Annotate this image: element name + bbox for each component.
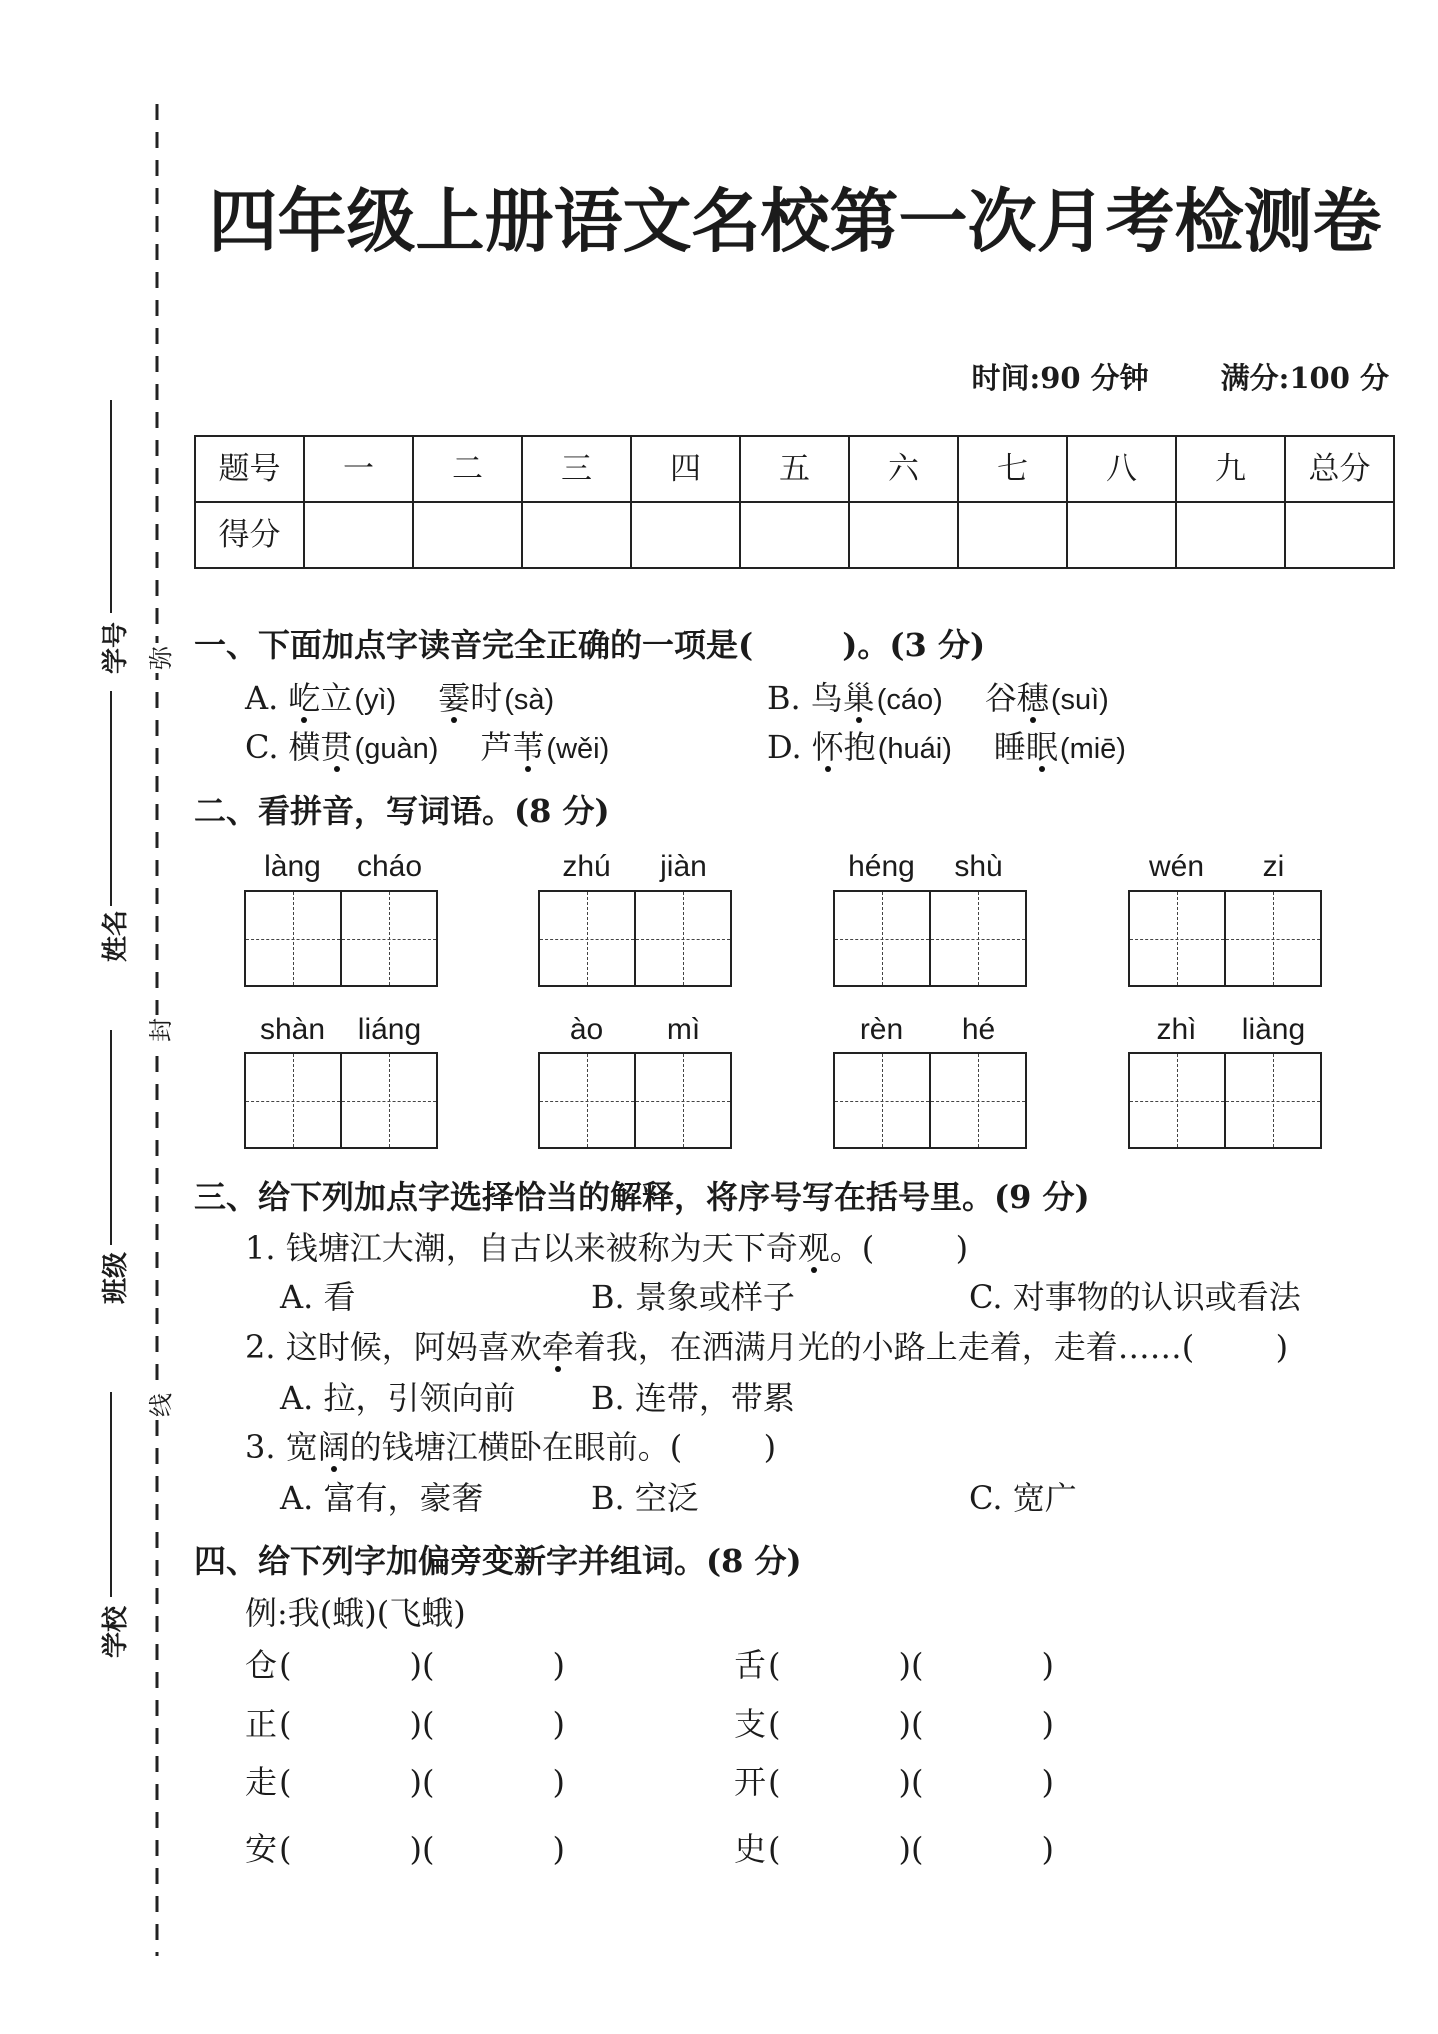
- close-paren: ): [552, 1830, 565, 1868]
- score-label: 得分: [195, 502, 304, 568]
- pinyin-syllable: zi: [1262, 850, 1285, 883]
- column-header: 九: [1176, 436, 1285, 502]
- writing-cell: [340, 892, 436, 985]
- writing-grid: [244, 1052, 438, 1149]
- fill-item: [734, 1762, 1054, 1802]
- writing-grid: [538, 1052, 732, 1149]
- pinyin-syllable: hé: [961, 1013, 996, 1046]
- paren-pair: )(: [898, 1830, 924, 1868]
- option-c: [245, 727, 609, 769]
- pinyin-syllable: zhì: [1156, 1013, 1197, 1046]
- pinyin-syllable: héng: [848, 850, 915, 883]
- pinyin-pair: [1128, 1010, 1322, 1050]
- word-char: 立: [320, 679, 353, 717]
- writing-cell: [540, 892, 634, 985]
- score-cell: [631, 502, 740, 568]
- question-3: [245, 1427, 776, 1467]
- option-a: [245, 678, 554, 720]
- paren-pair: )(: [409, 1830, 435, 1868]
- choice: A. 看: [280, 1278, 356, 1316]
- pinyin-syllable: wén: [1148, 850, 1205, 883]
- pinyin-pair: [244, 1010, 438, 1050]
- pinyin-syllable: liàng: [1241, 1013, 1306, 1046]
- seal-mark-feng: 封: [141, 1015, 173, 1045]
- score-cell: [849, 502, 958, 568]
- choice: A. 富有，豪奢: [280, 1479, 484, 1517]
- paren-pair: )(: [898, 1705, 924, 1743]
- option-label: A.: [245, 679, 279, 717]
- pinyin-syllable: rèn: [859, 1013, 904, 1046]
- writing-grid: [833, 1052, 1027, 1149]
- score-table: [194, 435, 1395, 569]
- option-word: [289, 727, 439, 769]
- open-paren: (: [768, 1705, 781, 1743]
- question-text-end: 着我，在洒满月光的小路上走着，走着……( ): [573, 1328, 1289, 1366]
- class-label: 班级: [101, 1252, 131, 1305]
- writing-cell: [835, 1054, 929, 1147]
- column-header: 六: [849, 436, 958, 502]
- word-char: 鸟: [810, 679, 843, 717]
- writing-grid: [1128, 890, 1322, 987]
- open-paren: (: [279, 1830, 292, 1868]
- score-cell: [522, 502, 631, 568]
- option-word: [985, 678, 1109, 720]
- open-paren: (: [279, 1646, 292, 1684]
- close-paren: ): [1041, 1646, 1054, 1684]
- column-header: 二: [413, 436, 522, 502]
- question-2: [245, 1327, 1288, 1367]
- full-score: 满分:100 分: [1220, 361, 1389, 395]
- section3-heading: 三、给下列加点字选择恰当的解释，将序号写在括号里。(9 分): [194, 1178, 1090, 1216]
- open-paren: (: [768, 1763, 781, 1801]
- close-paren: ): [552, 1705, 565, 1743]
- column-header: 四: [631, 436, 740, 502]
- pinyin-syllable: liáng: [357, 1013, 422, 1046]
- word-char: 芦: [480, 728, 513, 766]
- writing-cell: [1224, 892, 1320, 985]
- base-char: 舌: [734, 1646, 767, 1684]
- writing-grid: [1128, 1052, 1322, 1149]
- column-header: 八: [1067, 436, 1176, 502]
- close-paren: ): [1041, 1763, 1054, 1801]
- word-char: 谷: [984, 679, 1017, 717]
- pinyin-syllable: zhú: [562, 850, 611, 883]
- fill-item: [734, 1829, 1054, 1869]
- section1-heading: 一、下面加点字读音完全正确的一项是( )。(3 分): [194, 626, 986, 664]
- base-char: 安: [245, 1830, 278, 1868]
- close-paren: ): [1041, 1830, 1054, 1868]
- writing-cell: [835, 892, 929, 985]
- dotted-char: 贯: [320, 728, 353, 766]
- exam-title: 四年级上册语文名校第一次月考检测卷: [208, 181, 1382, 262]
- column-header: 一: [304, 436, 413, 502]
- paren-pair: )(: [409, 1646, 435, 1684]
- pinyin-pair: [1128, 847, 1322, 887]
- option-word: [994, 727, 1126, 769]
- pinyin: (suì): [1050, 684, 1109, 716]
- score-cell: [1176, 502, 1285, 568]
- choice: A. 拉，引领向前: [280, 1379, 516, 1417]
- pinyin-syllable: mì: [666, 1013, 701, 1046]
- close-paren: ): [552, 1763, 565, 1801]
- question-text: 1. 钱塘江大潮，自古以来被称为天下奇: [245, 1229, 798, 1267]
- word-char: 横: [288, 728, 321, 766]
- choice: B. 连带，带累: [591, 1379, 795, 1417]
- score-cell: [958, 502, 1067, 568]
- paren-pair: )(: [898, 1763, 924, 1801]
- column-header: 七: [958, 436, 1067, 502]
- base-char: 史: [734, 1830, 767, 1868]
- exam-info: [971, 358, 1389, 398]
- paren-pair: )(: [409, 1705, 435, 1743]
- option-word: [812, 727, 952, 769]
- pinyin-pair: [538, 847, 732, 887]
- writing-cell: [540, 1054, 634, 1147]
- dotted-char: 怀: [811, 728, 844, 766]
- writing-grid: [538, 890, 732, 987]
- section4-heading: 四、给下列字加偏旁变新字并组词。(8 分): [194, 1542, 802, 1580]
- question-number-label: 题号: [195, 436, 304, 502]
- dotted-char: 霎: [438, 679, 471, 717]
- score-table-header-row: [195, 436, 1394, 502]
- score-cell: [1067, 502, 1176, 568]
- choice: C. 宽广: [969, 1479, 1077, 1517]
- question-text-end: 。( ): [829, 1229, 969, 1267]
- option-d: [767, 727, 1126, 769]
- seal-mark-xian: 线: [141, 1390, 173, 1420]
- base-char: 仓: [245, 1646, 278, 1684]
- pinyin-pair: [833, 1010, 1027, 1050]
- pinyin: (sà): [504, 684, 555, 716]
- score-cell: [304, 502, 413, 568]
- pinyin: (cáo): [876, 684, 943, 716]
- fill-item: [734, 1645, 1054, 1685]
- pinyin: (yì): [354, 684, 397, 716]
- choice: C. 对事物的认识或看法: [969, 1278, 1301, 1316]
- word-char: 抱: [843, 728, 876, 766]
- base-char: 正: [245, 1705, 278, 1743]
- writing-cell: [634, 892, 730, 985]
- score-cell: [740, 502, 849, 568]
- seal-mark-mi: 弥: [141, 643, 173, 673]
- question-text: 3. 宽: [245, 1428, 318, 1466]
- time-limit: 时间:90 分钟: [971, 361, 1149, 395]
- word-char: 时: [470, 679, 503, 717]
- question-text: 2. 这时候，阿妈喜欢: [245, 1328, 542, 1366]
- base-char: 支: [734, 1705, 767, 1743]
- fill-item: [245, 1762, 565, 1802]
- option-word: [811, 678, 943, 720]
- writing-cell: [634, 1054, 730, 1147]
- pinyin: (miē): [1059, 733, 1126, 765]
- dotted-char: 牵: [541, 1328, 574, 1366]
- choice: B. 空泛: [591, 1479, 699, 1517]
- option-label: D.: [767, 728, 802, 766]
- pinyin: (wěi): [546, 733, 610, 765]
- close-paren: ): [1041, 1705, 1054, 1743]
- pinyin-syllable: shù: [954, 850, 1003, 883]
- option-word: [480, 727, 609, 769]
- pinyin-syllable: shàn: [259, 1013, 326, 1046]
- open-paren: (: [768, 1830, 781, 1868]
- option-word: [438, 678, 554, 720]
- open-paren: (: [768, 1646, 781, 1684]
- column-header: 三: [522, 436, 631, 502]
- fill-item: [245, 1645, 565, 1685]
- dotted-char: 眠: [1025, 728, 1058, 766]
- paren-pair: )(: [409, 1763, 435, 1801]
- section2-heading: 二、看拼音，写词语。(8 分): [194, 792, 610, 830]
- open-paren: (: [279, 1705, 292, 1743]
- column-header: 五: [740, 436, 849, 502]
- writing-cell: [246, 892, 340, 985]
- writing-cell: [246, 1054, 340, 1147]
- dotted-char: 观: [797, 1229, 830, 1267]
- pinyin: (guàn): [354, 733, 439, 765]
- base-char: 开: [734, 1763, 767, 1801]
- pinyin: (huái): [877, 733, 952, 765]
- fill-item: [734, 1704, 1054, 1744]
- writing-grid: [833, 890, 1027, 987]
- close-paren: ): [552, 1646, 565, 1684]
- pinyin-syllable: jiàn: [660, 850, 707, 883]
- pinyin-pair: [538, 1010, 732, 1050]
- writing-cell: [1130, 892, 1224, 985]
- dotted-char: 屹: [288, 679, 321, 717]
- writing-cell: [1224, 1054, 1320, 1147]
- example-line: 例:我(蛾)(飞蛾): [245, 1594, 466, 1632]
- pinyin-pair: [244, 847, 438, 887]
- paren-pair: )(: [898, 1646, 924, 1684]
- column-header: 总分: [1285, 436, 1394, 502]
- option-label: C.: [245, 728, 279, 766]
- dotted-char: 阔: [317, 1428, 350, 1466]
- score-row: [195, 502, 1394, 568]
- open-paren: (: [279, 1763, 292, 1801]
- dotted-char: 苇: [512, 728, 545, 766]
- option-b: [767, 678, 1109, 720]
- pinyin-pair: [833, 847, 1027, 887]
- pinyin-syllable: cháo: [356, 850, 423, 883]
- writing-cell: [929, 1054, 1025, 1147]
- word-char: 睡: [993, 728, 1026, 766]
- base-char: 走: [245, 1763, 278, 1801]
- writing-cell: [929, 892, 1025, 985]
- dotted-char: 巢: [842, 679, 875, 717]
- fill-item: [245, 1704, 565, 1744]
- question-1: [245, 1228, 968, 1268]
- name-label: 姓名: [101, 910, 131, 963]
- pinyin-syllable: làng: [264, 850, 321, 883]
- option-word: [288, 678, 396, 720]
- writing-grid: [244, 890, 438, 987]
- choice: B. 景象或样子: [591, 1278, 795, 1316]
- fill-item: [245, 1829, 565, 1869]
- student-id-label: 学号: [101, 622, 131, 675]
- dotted-char: 穗: [1016, 679, 1049, 717]
- pinyin-syllable: ào: [569, 1013, 604, 1046]
- question-text-end: 的钱塘江横卧在眼前。( ): [349, 1428, 777, 1466]
- option-label: B.: [767, 679, 801, 717]
- score-cell: [1285, 502, 1394, 568]
- school-label: 学校: [101, 1606, 131, 1659]
- score-cell: [413, 502, 522, 568]
- writing-cell: [340, 1054, 436, 1147]
- writing-cell: [1130, 1054, 1224, 1147]
